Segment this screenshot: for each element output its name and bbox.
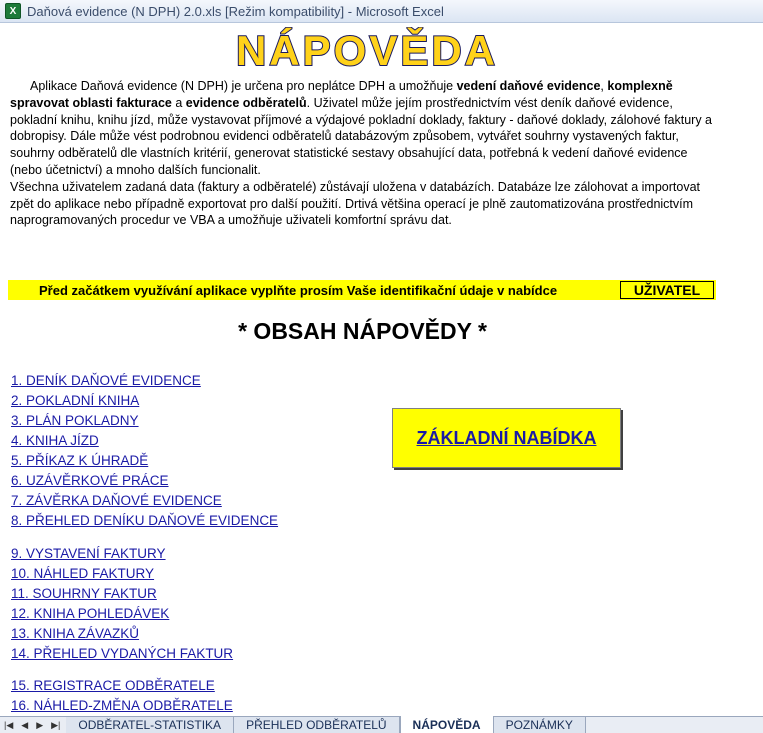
toc-item xyxy=(11,584,233,604)
toc-item xyxy=(11,451,278,471)
toc-item xyxy=(11,696,233,716)
window-title-bar xyxy=(0,0,763,23)
main-menu-label: ZÁKLADNÍ NABÍDKA xyxy=(416,427,597,448)
toc-item xyxy=(11,544,233,564)
toc-link-3[interactable]: 3. PLÁN POKLADNY xyxy=(11,413,139,428)
toc-link-13[interactable]: 13. KNIHA ZÁVAZKŮ xyxy=(11,626,140,641)
uzivatel-button[interactable]: UŽIVATEL xyxy=(620,281,714,299)
toc-link-9[interactable]: 9. VYSTAVENÍ FAKTURY xyxy=(11,546,166,561)
last-sheet-icon[interactable]: ▶| xyxy=(51,719,61,730)
toc-item xyxy=(11,491,278,511)
toc-item xyxy=(11,471,278,491)
next-sheet-icon[interactable]: ▶ xyxy=(36,719,44,730)
sheet-tab-prehled-odberatelu[interactable]: PŘEHLED ODBĚRATELŮ xyxy=(234,717,399,733)
toc-link-11[interactable]: 11. SOUHRNY FAKTUR xyxy=(11,586,157,601)
toc-group-2 xyxy=(11,544,233,664)
notice-text: Před začátkem využívání aplikace vyplňte prosím Vaše identifikační údaje v nabídce xyxy=(39,282,558,298)
toc-item xyxy=(11,564,233,584)
toc-link-6[interactable]: 6. UZÁVĚRKOVÉ PRÁCE xyxy=(11,473,169,488)
toc-link-14[interactable]: 14. PŘEHLED VYDANÝCH FAKTUR xyxy=(11,646,234,661)
toc-link-10[interactable]: 10. NÁHLED FAKTURY xyxy=(11,566,155,581)
sheet-navigation xyxy=(0,717,66,733)
window-title: Daňová evidence (N DPH) 2.0.xls [Režim kompatibility] - Microsoft Excel xyxy=(27,3,444,19)
napoveda-banner xyxy=(213,27,521,71)
toc-link-12[interactable]: 12. KNIHA POHLEDÁVEK xyxy=(11,606,170,621)
toc-link-7[interactable]: 7. ZÁVĚRKA DAŇOVÉ EVIDENCE xyxy=(11,493,222,508)
sheet-tab-odberatel-statistika[interactable]: ODBĚRATEL-STATISTIKA xyxy=(66,717,234,733)
toc-link-2[interactable]: 2. POKLADNÍ KNIHA xyxy=(11,393,140,408)
toc-item xyxy=(11,391,278,411)
main-menu-button[interactable] xyxy=(392,408,621,468)
toc-link-15[interactable]: 15. REGISTRACE ODBĚRATELE xyxy=(11,678,215,693)
toc-link-1[interactable]: 1. DENÍK DAŇOVÉ EVIDENCE xyxy=(11,373,201,388)
toc-item xyxy=(11,431,278,451)
toc-group-1 xyxy=(11,371,278,531)
banner-text: NÁPOVĚDA xyxy=(235,27,499,71)
toc-link-8[interactable]: 8. PŘEHLED DENÍKU DAŇOVÉ EVIDENCE xyxy=(11,513,279,528)
first-sheet-icon[interactable]: |◀ xyxy=(4,719,14,730)
toc-item xyxy=(11,676,233,696)
toc-item xyxy=(11,511,278,531)
user-info-notice xyxy=(8,280,716,300)
toc-group-3 xyxy=(11,676,233,716)
toc-item xyxy=(11,624,233,644)
sheet-tab-bar xyxy=(0,716,763,733)
toc-item xyxy=(11,644,233,664)
sheet-tab-napoveda[interactable]: NÁPOVĚDA xyxy=(400,716,494,733)
intro-paragraph-1: Aplikace Daňová evidence (N DPH) je určena pro neplátce DPH a umožňuje vedení daňové evidence, komplexně spravovat oblasti fakturace a evidence odběratelů. Uživatel může jejím prostřednictvím vést deník daňové evidence, pokladní knihu, knihu jízd, může vystavovat příjmové a výdajové pokladní doklady, faktury - daňové doklady, zálohové faktury a dobropisy. Dále může vést podrobnou evidenci odběratelů databázovým způsobem, vytvářet souhrny vystavených faktur, souhrny odběratelů dle vlastních kritérií, generovat statistické sestavy obsahující data, potřebná k vedení daňové evidence (nebo účetnictví) a mnoho dalších funcionalit. xyxy=(10,79,713,177)
sheet-tab-poznamky[interactable]: POZNÁMKY xyxy=(494,717,586,733)
prev-sheet-icon[interactable]: ◀ xyxy=(21,719,29,730)
intro-paragraph-2: Všechna uživatelem zadaná data (faktury a odběratelé) zůstávají uložena v databázích. Databáze lze zálohovat a importovat zpět do aplikace nebo případně exportovat pro další použití. Drtivá většina operací je plně zautomatizována prostřednictvím naprogramovaných procedur ve VBA a umožňuje uživateli komfortní správu dat. xyxy=(10,179,700,228)
toc-link-16[interactable]: 16. NÁHLED-ZMĚNA ODBĚRATELE xyxy=(11,698,233,713)
toc-item xyxy=(11,604,233,624)
toc-heading: * OBSAH NÁPOVĚDY * xyxy=(238,318,487,344)
toc-link-4[interactable]: 4. KNIHA JÍZD xyxy=(11,433,99,448)
toc-link-5[interactable]: 5. PŘÍKAZ K ÚHRADĚ xyxy=(11,453,149,468)
toc-item xyxy=(11,411,278,431)
intro-text xyxy=(10,78,722,229)
excel-icon[interactable]: X xyxy=(5,3,21,19)
toc-item xyxy=(11,371,278,391)
